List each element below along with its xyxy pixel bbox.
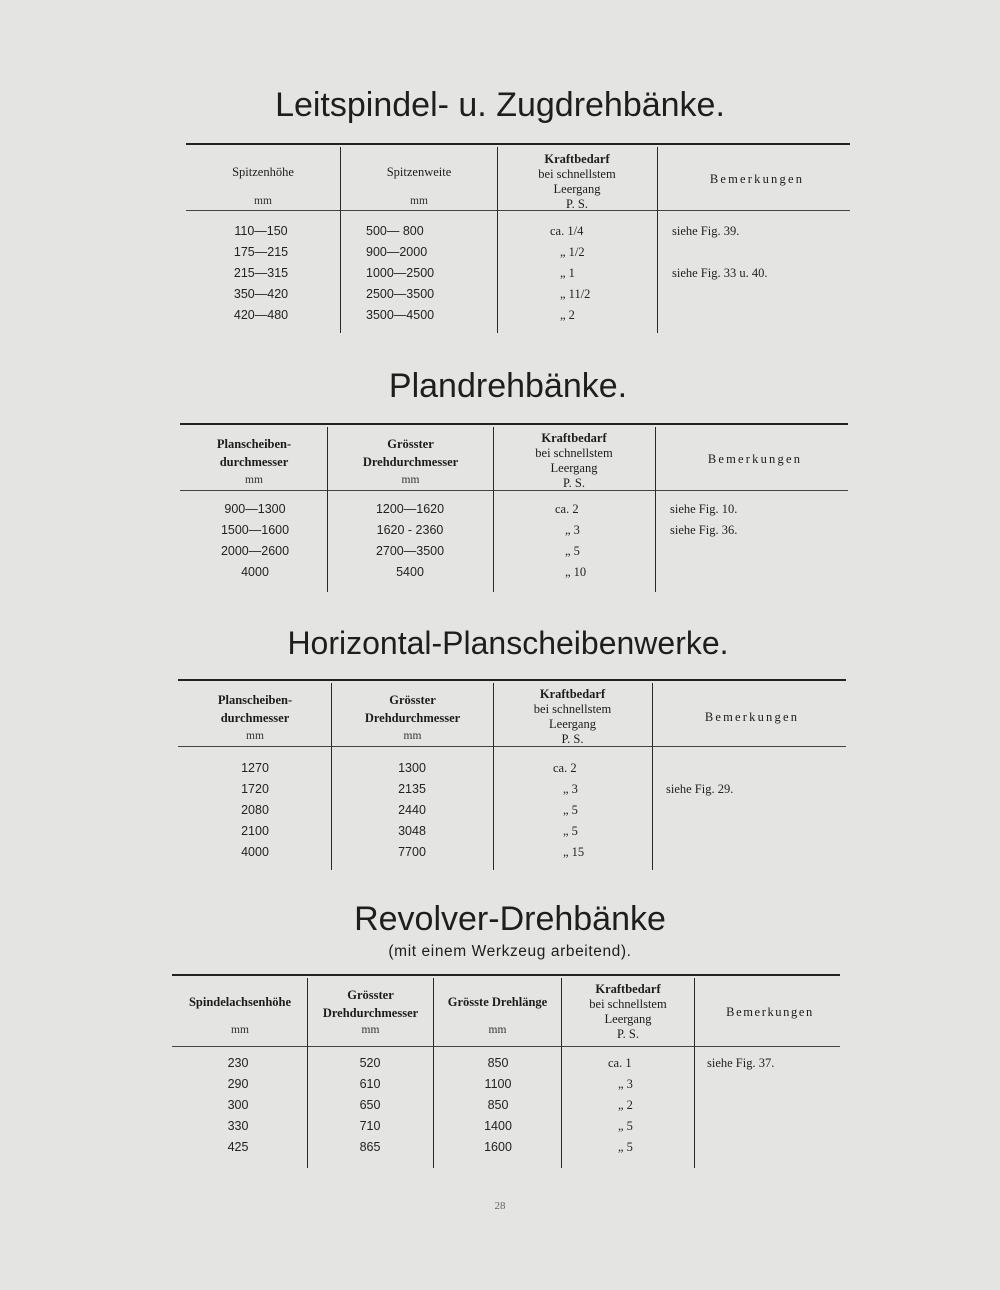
table-cell: 900—1300 (224, 502, 286, 516)
table-cell: 2440 (398, 803, 426, 817)
section-subtitle: (mit einem Werkzeug arbeitend). (388, 943, 632, 960)
table-cell: 2135 (398, 782, 426, 796)
table-cell: „ 5 (565, 544, 580, 558)
header-line: Drehdurchmesser (362, 455, 459, 469)
table-cell: ca. 1 (608, 1056, 632, 1070)
header-groesster-drehdurchmesser (333, 693, 492, 726)
table-cell: siehe Fig. 39. (672, 224, 740, 238)
table-cell: 850 (487, 1056, 509, 1070)
column-drehdurchmesser (315, 1053, 425, 1158)
table-cell: „ 3 (618, 1077, 633, 1091)
table-cell: siehe Fig. 29. (666, 782, 734, 796)
unit-mm: mm (410, 195, 428, 207)
table-cell: 3048 (398, 824, 426, 838)
table-cell: 110—150 (234, 224, 288, 238)
header-bemerkungen: Bemerkungen (707, 452, 803, 466)
table-cell: 7700 (398, 845, 426, 859)
unit-mm: mm (403, 730, 422, 742)
column-drehlaenge (448, 1053, 548, 1158)
unit-mm: mm (246, 730, 264, 742)
table-cell: siehe Fig. 36. (670, 523, 738, 537)
table-cell: 710 (359, 1119, 381, 1133)
table-cell: „ 5 (618, 1119, 633, 1133)
column-kraftbedarf (555, 499, 650, 583)
table-cell: 650 (359, 1098, 381, 1112)
table-cell: 175—215 (233, 245, 289, 259)
column-divider (493, 427, 494, 592)
table-cell: 300 (227, 1098, 249, 1112)
table-cell: „ 2 (560, 308, 575, 322)
table-cell: 2000—2600 (220, 544, 290, 558)
column-divider (497, 147, 498, 333)
table-cell: 610 (359, 1077, 381, 1091)
section-title-revolver-drehbaenke: Revolver-Drehbänke (354, 900, 666, 938)
header-line: Grösster (347, 988, 394, 1002)
header-spitzenweite: Spitzenweite (386, 165, 452, 179)
header-line: Drehdurchmesser (364, 711, 461, 725)
table-cell: 850 (487, 1098, 509, 1112)
table-cell: „ 10 (565, 565, 587, 579)
header-line: Drehdurchmesser (322, 1006, 419, 1020)
table-cell: „ 5 (563, 824, 578, 838)
column-divider (327, 427, 328, 592)
header-kraftbedarf-line4: P. S. (563, 476, 585, 490)
column-divider (493, 683, 494, 870)
column-kraftbedarf (553, 758, 648, 863)
table-cell (666, 758, 844, 779)
column-divider (340, 147, 341, 333)
header-kraftbedarf (563, 982, 693, 1042)
table-cell (666, 842, 844, 863)
table-cell: 3500—4500 (366, 308, 435, 322)
header-line: durchmesser (220, 711, 290, 725)
header-kraftbedarf-line4: P. S. (561, 732, 584, 746)
table-rule (180, 423, 848, 425)
header-bemerkungen: Bemerkungen (709, 172, 805, 186)
column-kraftbedarf (608, 1053, 690, 1158)
column-divider (307, 978, 308, 1168)
table-cell: 425 (227, 1140, 249, 1154)
table-cell: „ 1 (560, 266, 575, 280)
unit-mm: mm (231, 1024, 249, 1036)
header-kraftbedarf-line1: Kraftbedarf (539, 687, 606, 701)
table-cell: 230 (227, 1056, 249, 1070)
table-cell: 1200—1620 (375, 502, 445, 516)
header-line: Grösster (389, 693, 436, 707)
unit-mm: mm (245, 474, 263, 486)
header-planscheibendurchmesser (180, 693, 330, 726)
table-cell: 1300 (398, 761, 426, 775)
page-number: 28 (494, 1200, 506, 1212)
table-cell: 290 (227, 1077, 249, 1091)
column-planscheibendurchmesser (190, 758, 320, 863)
table-cell: „ 11/2 (560, 287, 591, 301)
column-bemerkungen (707, 1053, 842, 1158)
table-cell (672, 284, 850, 305)
table-cell: 2700—3500 (375, 544, 445, 558)
column-spindelachsenhoehe (178, 1053, 298, 1158)
table-cell: 1100 (484, 1077, 512, 1091)
header-kraftbedarf (495, 687, 650, 747)
table-cell: 1400 (484, 1119, 512, 1133)
table-cell: „ 3 (563, 782, 578, 796)
header-bemerkungen: Bemerkungen (726, 1005, 814, 1019)
table-cell: 1500—1600 (220, 523, 290, 537)
table-rule (172, 974, 840, 976)
column-divider (652, 683, 653, 870)
header-kraftbedarf-line2: bei schnellstem (535, 446, 613, 460)
table-cell: 1270 (241, 761, 269, 775)
table-cell (666, 800, 844, 821)
table-cell: siehe Fig. 37. (707, 1056, 775, 1070)
table-cell (707, 1095, 842, 1116)
unit-mm: mm (361, 1024, 380, 1036)
header-kraftbedarf-line1: Kraftbedarf (541, 431, 607, 445)
column-bemerkungen (670, 499, 848, 583)
header-kraftbedarf-line2: bei schnellstem (538, 167, 616, 181)
table-cell: 5400 (396, 565, 424, 579)
table-cell: 1620 - 2360 (376, 523, 444, 537)
table-cell: „ 15 (563, 845, 585, 859)
header-spitzenhoehe: Spitzenhöhe (232, 165, 294, 179)
table-cell (707, 1116, 842, 1137)
table-cell: 350—420 (233, 287, 289, 301)
header-line: durchmesser (219, 455, 289, 469)
column-divider (433, 978, 434, 1168)
header-kraftbedarf-line2: bei schnellstem (589, 997, 667, 1011)
header-kraftbedarf-line3: Leergang (549, 717, 596, 731)
unit-mm: mm (254, 195, 272, 207)
header-line: Planscheiben- (216, 437, 292, 451)
table-cell: 1600 (484, 1140, 512, 1154)
table-cell: 1000—2500 (366, 266, 435, 280)
column-divider (561, 978, 562, 1168)
column-spitzenhoehe (196, 221, 326, 326)
table-rule (172, 1046, 840, 1047)
table-cell: „ 2 (618, 1098, 633, 1112)
table-cell: 520 (359, 1056, 381, 1070)
table-cell: ca. 2 (555, 502, 579, 516)
header-bemerkungen: Bemerkungen (704, 710, 800, 724)
table-cell: ca. 1/4 (550, 224, 584, 238)
table-cell (707, 1137, 842, 1158)
header-spindelachsenhoehe: Spindelachsenhöhe (188, 995, 292, 1009)
header-kraftbedarf-line1: Kraftbedarf (595, 982, 661, 996)
column-spitzenweite (366, 221, 486, 326)
column-kraftbedarf (550, 221, 650, 326)
column-divider (694, 978, 695, 1168)
header-kraftbedarf-line3: Leergang (553, 182, 601, 196)
table-cell: 2080 (241, 803, 269, 817)
table-cell: siehe Fig. 33 u. 40. (672, 266, 768, 280)
column-divider (655, 427, 656, 592)
table-cell (666, 821, 844, 842)
header-groesster-drehdurchmesser (309, 988, 432, 1021)
section-title-leitspindel: Leitspindel- u. Zugdrehbänke. (275, 86, 725, 124)
column-divider (331, 683, 332, 870)
header-groesster-drehdurchmesser (329, 437, 492, 470)
header-line: Planscheiben- (217, 693, 293, 707)
unit-mm: mm (401, 474, 420, 486)
table-cell: 330 (227, 1119, 249, 1133)
column-planscheibendurchmesser (190, 499, 320, 583)
table-cell (670, 541, 848, 562)
table-cell: „ 5 (563, 803, 578, 817)
section-title-horizontal-planscheibenwerke: Horizontal-Planscheibenwerke. (287, 625, 729, 661)
header-kraftbedarf-line3: Leergang (604, 1012, 652, 1026)
table-cell: 4000 (241, 565, 269, 579)
table-cell (670, 562, 848, 583)
table-cell: 1720 (241, 782, 269, 796)
table-rule (186, 143, 850, 145)
table-cell (707, 1074, 842, 1095)
table-cell: 2500—3500 (366, 287, 435, 301)
header-kraftbedarf (495, 431, 653, 491)
column-bemerkungen (672, 221, 850, 326)
header-kraftbedarf-line4: P. S. (566, 197, 588, 211)
table-cell: 500— 800 (366, 224, 424, 238)
table-cell: 420—480 (233, 308, 289, 322)
column-divider (657, 147, 658, 333)
table-rule (178, 679, 846, 681)
table-cell: 215—315 (233, 266, 289, 280)
table-cell (672, 305, 850, 326)
header-kraftbedarf-line2: bei schnellstem (533, 702, 612, 716)
column-bemerkungen (666, 758, 844, 863)
table-cell: 4000 (241, 845, 269, 859)
table-cell: 2100 (241, 824, 269, 838)
table-cell (672, 242, 850, 263)
header-kraftbedarf-line3: Leergang (550, 461, 598, 475)
header-line: Grösster (387, 437, 434, 451)
header-groesste-drehlaenge: Grösste Drehlänge (447, 995, 548, 1009)
table-cell: siehe Fig. 10. (670, 502, 738, 516)
header-kraftbedarf-line4: P. S. (617, 1027, 639, 1041)
column-drehdurchmesser (345, 499, 475, 583)
table-cell: „ 5 (618, 1140, 633, 1154)
header-planscheibendurchmesser (182, 437, 326, 470)
section-title-plandrehbaenke: Plandrehbänke. (388, 367, 628, 405)
table-cell: „ 1/2 (560, 245, 585, 259)
table-cell: 865 (359, 1140, 381, 1154)
column-drehdurchmesser (347, 758, 477, 863)
unit-mm: mm (488, 1024, 507, 1036)
header-kraftbedarf-line1: Kraftbedarf (544, 152, 610, 166)
header-kraftbedarf (499, 152, 655, 212)
table-cell: „ 3 (565, 523, 580, 537)
table-cell: ca. 2 (553, 761, 577, 775)
table-cell: 900—2000 (366, 245, 428, 259)
